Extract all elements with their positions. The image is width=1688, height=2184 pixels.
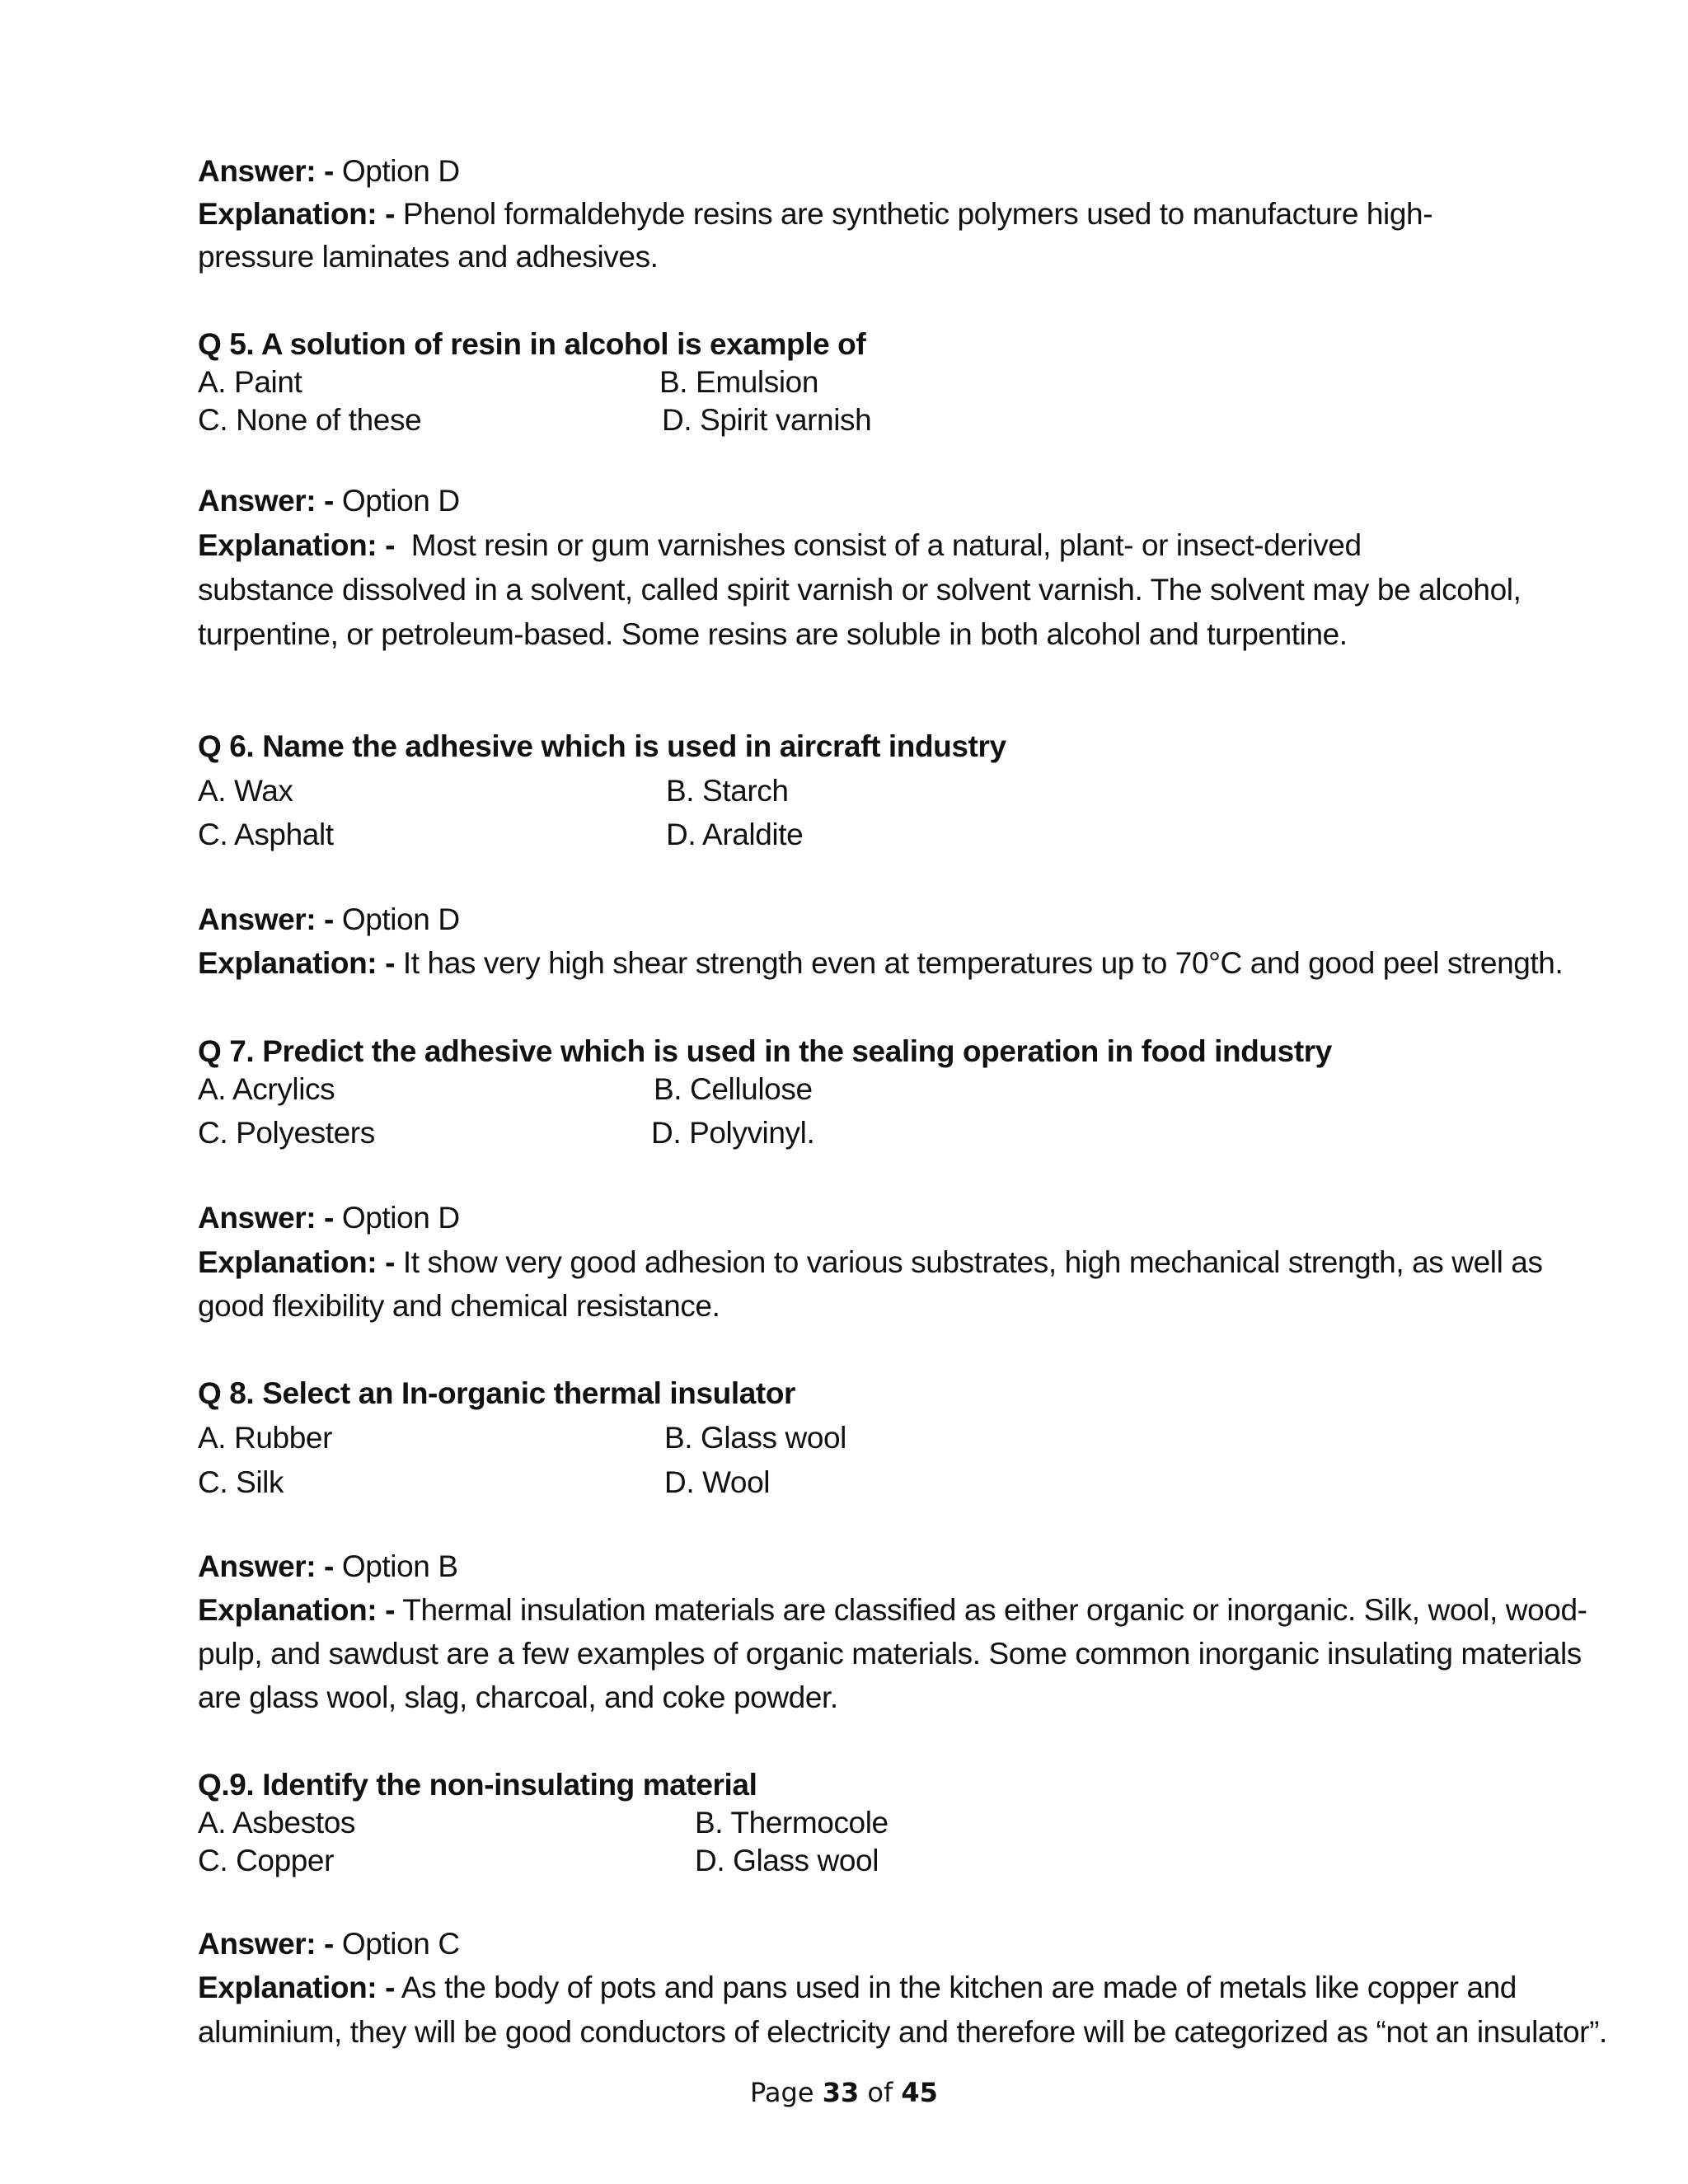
option-c: C. Polyesters — [198, 1116, 375, 1150]
answer-value: Option D — [341, 902, 460, 936]
explanation-line — [198, 1241, 1543, 1284]
option-a: A. Rubber — [198, 1421, 332, 1455]
explanation-line — [198, 1966, 1517, 2009]
answer-value: Option D — [341, 484, 460, 518]
option-a: A. Wax — [198, 774, 293, 808]
answer-label: Answer: - — [198, 154, 334, 188]
option-c: C. Asphalt — [198, 818, 334, 851]
page-word: Page — [750, 2077, 814, 2108]
explanation-line — [198, 524, 1362, 567]
question-title: Q 6. Name the adhesive which is used in aircraft industry — [198, 729, 1006, 763]
explanation-label: Explanation: - — [198, 197, 396, 231]
option-b: B. Glass wool — [664, 1421, 846, 1455]
explanation-text: good flexibility and chemical resistance. — [198, 1289, 720, 1323]
question-title: Q.9. Identify the non-insulating material — [198, 1768, 757, 1802]
option-c: C. Copper — [198, 1844, 335, 1877]
answer-value: Option C — [341, 1927, 460, 1961]
explanation-label: Explanation: - — [198, 946, 396, 980]
option-b: B. Starch — [666, 774, 789, 808]
explanation-label: Explanation: - — [198, 1245, 396, 1279]
answer-label: Answer: - — [198, 484, 334, 518]
answer-line — [198, 480, 460, 523]
page-footer — [0, 2076, 1688, 2109]
explanation-label: Explanation: - — [198, 528, 396, 562]
answer-value: Option D — [341, 1201, 460, 1235]
answer-line — [198, 1197, 460, 1240]
answer-line — [198, 898, 460, 941]
option-a: A. Acrylics — [198, 1072, 335, 1106]
option-d: D. Polyvinyl. — [651, 1116, 815, 1150]
explanation-line — [198, 942, 1563, 985]
explanation-label: Explanation: - — [198, 1971, 396, 2004]
explanation-text: Most resin or gum varnishes consist of a natural, plant- or insect-derived — [410, 528, 1362, 562]
explanation-text: aluminium, they will be good conductors of electricity and therefore will be categorized as “not an insulator”. — [198, 2015, 1607, 2049]
explanation-line — [198, 1589, 1587, 1632]
answer-label: Answer: - — [198, 1201, 334, 1235]
current-page-number: 33 — [822, 2077, 860, 2108]
answer-value: Option B — [341, 1549, 458, 1583]
option-b: B. Emulsion — [659, 365, 819, 399]
answer-label: Answer: - — [198, 902, 334, 936]
explanation-label: Explanation: - — [198, 1593, 396, 1627]
explanation-text: turpentine, or petroleum-based. Some resins are soluble in both alcohol and turpentine. — [198, 617, 1348, 651]
answer-line — [198, 150, 460, 193]
explanation-text: It has very high shear strength even at temperatures up to 70°C and good peel strength. — [402, 946, 1564, 980]
question-title: Q 8. Select an In-organic thermal insulator — [198, 1376, 796, 1410]
explanation-text: As the body of pots and pans used in the kitchen are made of metals like copper and — [401, 1971, 1517, 2004]
explanation-text: Phenol formaldehyde resins are synthetic polymers used to manufacture high- — [402, 197, 1433, 231]
explanation-text: pulp, and sawdust are a few examples of organic materials. Some common inorganic insulating materials — [198, 1637, 1582, 1671]
option-c: C. None of these — [198, 403, 422, 437]
option-d: D. Wool — [664, 1465, 771, 1499]
question-title: Q 5. A solution of resin in alcohol is example of — [198, 327, 866, 361]
option-b: B. Thermocole — [695, 1806, 889, 1840]
answer-value: Option D — [341, 154, 460, 188]
answer-label: Answer: - — [198, 1549, 334, 1583]
of-word: of — [867, 2077, 893, 2108]
option-d: D. Araldite — [666, 818, 804, 851]
option-a: A. Asbestos — [198, 1806, 355, 1840]
option-a: A. Paint — [198, 365, 302, 399]
option-d: D. Glass wool — [695, 1844, 879, 1877]
option-b: B. Cellulose — [654, 1072, 813, 1106]
explanation-text: are glass wool, slag, charcoal, and coke powder. — [198, 1680, 838, 1714]
answer-line — [198, 1923, 460, 1966]
document-page — [198, 0, 1607, 2184]
explanation-text: pressure laminates and adhesives. — [198, 240, 659, 274]
answer-line — [198, 1545, 458, 1588]
question-title: Q 7. Predict the adhesive which is used in the sealing operation in food industry — [198, 1034, 1332, 1068]
explanation-text: Thermal insulation materials are classified as either organic or inorganic. Silk, wool, wood- — [402, 1593, 1587, 1627]
explanation-line — [198, 193, 1432, 236]
explanation-text: substance dissolved in a solvent, called spirit varnish or solvent varnish. The solvent may be alcohol, — [198, 573, 1522, 607]
option-c: C. Silk — [198, 1465, 284, 1499]
explanation-text: It show very good adhesion to various substrates, high mechanical strength, as well as — [402, 1245, 1543, 1279]
answer-label: Answer: - — [198, 1927, 334, 1961]
option-d: D. Spirit varnish — [662, 403, 872, 437]
total-pages: 45 — [901, 2077, 938, 2108]
